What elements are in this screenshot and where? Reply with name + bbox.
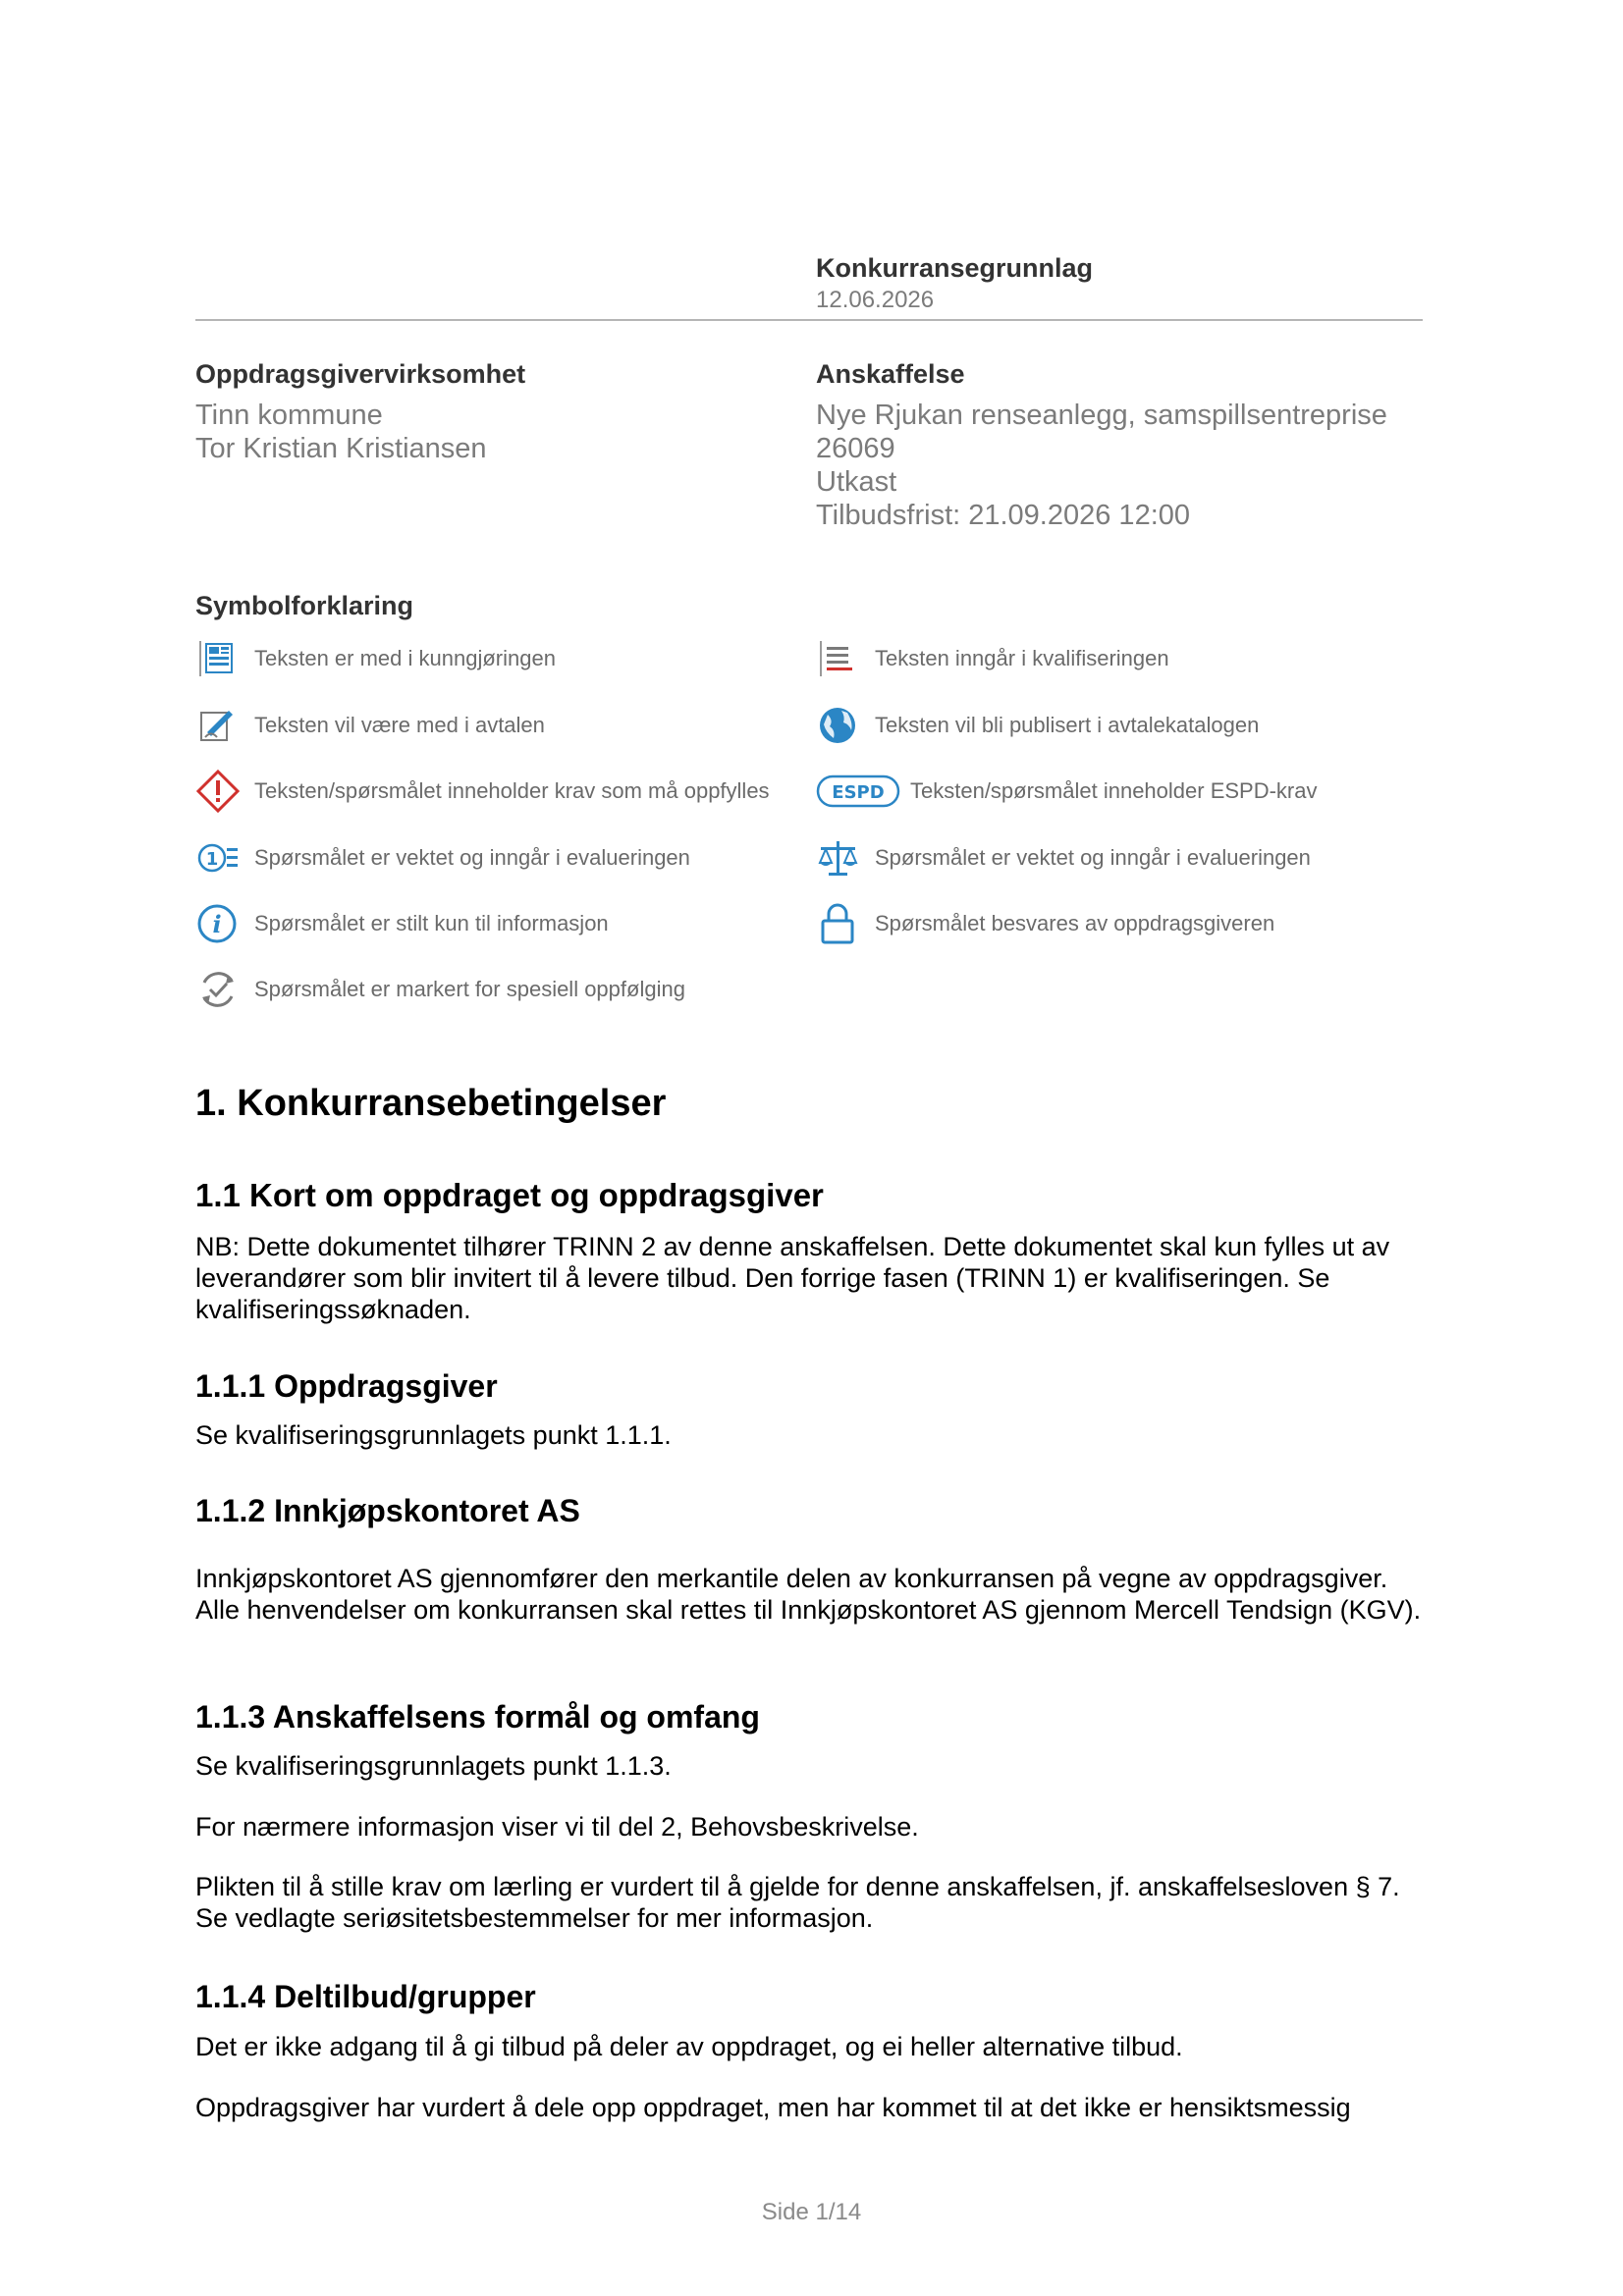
client-contact: Tor Kristian Kristiansen xyxy=(195,433,487,464)
legend-item-contract: Teksten vil være med i avtalen xyxy=(195,702,545,749)
document-date: 12.06.2026 xyxy=(816,287,935,313)
client-heading: Oppdragsgivervirksomhet xyxy=(195,359,526,389)
weighted-list-icon xyxy=(195,835,241,881)
legend-title: Symbolforklaring xyxy=(195,591,414,620)
globe-icon xyxy=(816,703,861,748)
legend-item-requirement: Teksten/spørsmålet inneholder krav som må oppfylles xyxy=(195,768,770,815)
procurement-deadline: Tilbudsfrist: 21.09.2026 12:00 xyxy=(816,500,1191,531)
page-number: Side 1/14 xyxy=(761,2199,862,2225)
legend-item-scales: Spørsmålet er vektet og inngår i evalueringen xyxy=(816,834,1311,881)
followup-icon xyxy=(195,967,241,1012)
legend-item-announcement: Teksten er med i kunngjøringen xyxy=(195,635,556,682)
espd-badge-label: ESPD xyxy=(832,782,885,803)
section-1-1-3-paragraph-1: Se kvalifiseringsgrunnlagets punkt 1.1.3. xyxy=(195,1751,672,1781)
legend-item-weighted-list: 1 Spørsmålet er vektet og inngår i evalueringen xyxy=(195,834,690,881)
espd-icon xyxy=(816,769,900,814)
legend-item-lock: Spørsmålet besvares av oppdragsgiveren xyxy=(816,900,1274,947)
section-1-1-1-heading: 1.1.1 Oppdragsgiver xyxy=(195,1368,498,1404)
svg-text:i: i xyxy=(212,910,222,938)
section-1-1-2-heading: 1.1.2 Innkjøpskontoret AS xyxy=(195,1493,580,1528)
procurement-details xyxy=(816,399,1387,532)
legend-item-info: i Spørsmålet er stilt kun til informasjon xyxy=(195,900,609,947)
legend-item-espd: ESPD Teksten/spørsmålet inneholder ESPD-krav xyxy=(816,768,1318,815)
scales-icon xyxy=(816,835,861,881)
client-name: Tinn kommune xyxy=(195,400,383,431)
legend-item-qualification: Teksten inngår i kvalifiseringen xyxy=(816,635,1169,682)
procurement-status: Utkast xyxy=(816,466,897,498)
section-1-heading: 1. Konkurransebetingelser xyxy=(195,1083,667,1124)
section-1-1-4-heading: 1.1.4 Deltilbud/grupper xyxy=(195,1979,536,2014)
info-icon xyxy=(195,901,241,946)
contract-icon xyxy=(195,703,241,748)
legend-item-followup: Spørsmålet er markert for spesiell oppfølging xyxy=(195,966,685,1013)
client-details xyxy=(195,399,487,465)
section-1-1-4-paragraph-2: Oppdragsgiver har vurdert å dele opp oppdraget, men har kommet til at det ikke er hensiktsmessig xyxy=(195,2093,1351,2122)
legend-item-catalogue: Teksten vil bli publisert i avtalekatalogen xyxy=(816,702,1259,749)
procurement-heading: Anskaffelse xyxy=(816,359,965,389)
svg-text:1: 1 xyxy=(205,849,219,870)
section-1-1-3-paragraph-3: Plikten til å stille krav om lærling er vurdert til å gjelde for denne anskaffelsen, jf. anskaffelsesloven § 7. Se vedlagte seriøsitetsbestemmelser for mer informasjon. xyxy=(195,1872,1400,1933)
header-divider xyxy=(195,319,1423,321)
announcement-icon xyxy=(195,636,241,681)
section-1-1-3-paragraph-2: For nærmere informasjon viser vi til del 2, Behovsbeskrivelse. xyxy=(195,1812,919,1842)
procurement-number: 26069 xyxy=(816,433,895,464)
section-1-1-paragraph: NB: Dette dokumentet tilhører TRINN 2 av denne anskaffelsen. Dette dokumentet skal kun fylles ut av leverandører som blir invitert til å levere tilbud. Den forrige fasen (TRINN 1) er kvalifiseringen. Se kvalifiseringssøknaden. xyxy=(195,1232,1390,1324)
section-1-1-1-paragraph: Se kvalifiseringsgrunnlagets punkt 1.1.1. xyxy=(195,1420,672,1450)
procurement-name: Nye Rjukan renseanlegg, samspillsentreprise xyxy=(816,400,1387,431)
section-1-1-4-paragraph-1: Det er ikke adgang til å gi tilbud på deler av oppdraget, og ei heller alternative tilbud. xyxy=(195,2032,1183,2061)
warning-icon xyxy=(195,769,241,814)
section-1-1-3-heading: 1.1.3 Anskaffelsens formål og omfang xyxy=(195,1699,760,1735)
section-1-1-2-paragraph: Innkjøpskontoret AS gjennomfører den merkantile delen av konkurransen på vegne av oppdragsgiver. Alle henvendelser om konkurransen skal rettes til Innkjøpskontoret AS gjennom Mercell Tendsign (KGV). xyxy=(195,1564,1422,1625)
document-type: Konkurransegrunnlag xyxy=(816,253,1094,283)
section-1-1-heading: 1.1 Kort om oppdraget og oppdragsgiver xyxy=(195,1177,824,1213)
qualification-icon xyxy=(816,636,861,681)
lock-icon xyxy=(816,901,861,946)
